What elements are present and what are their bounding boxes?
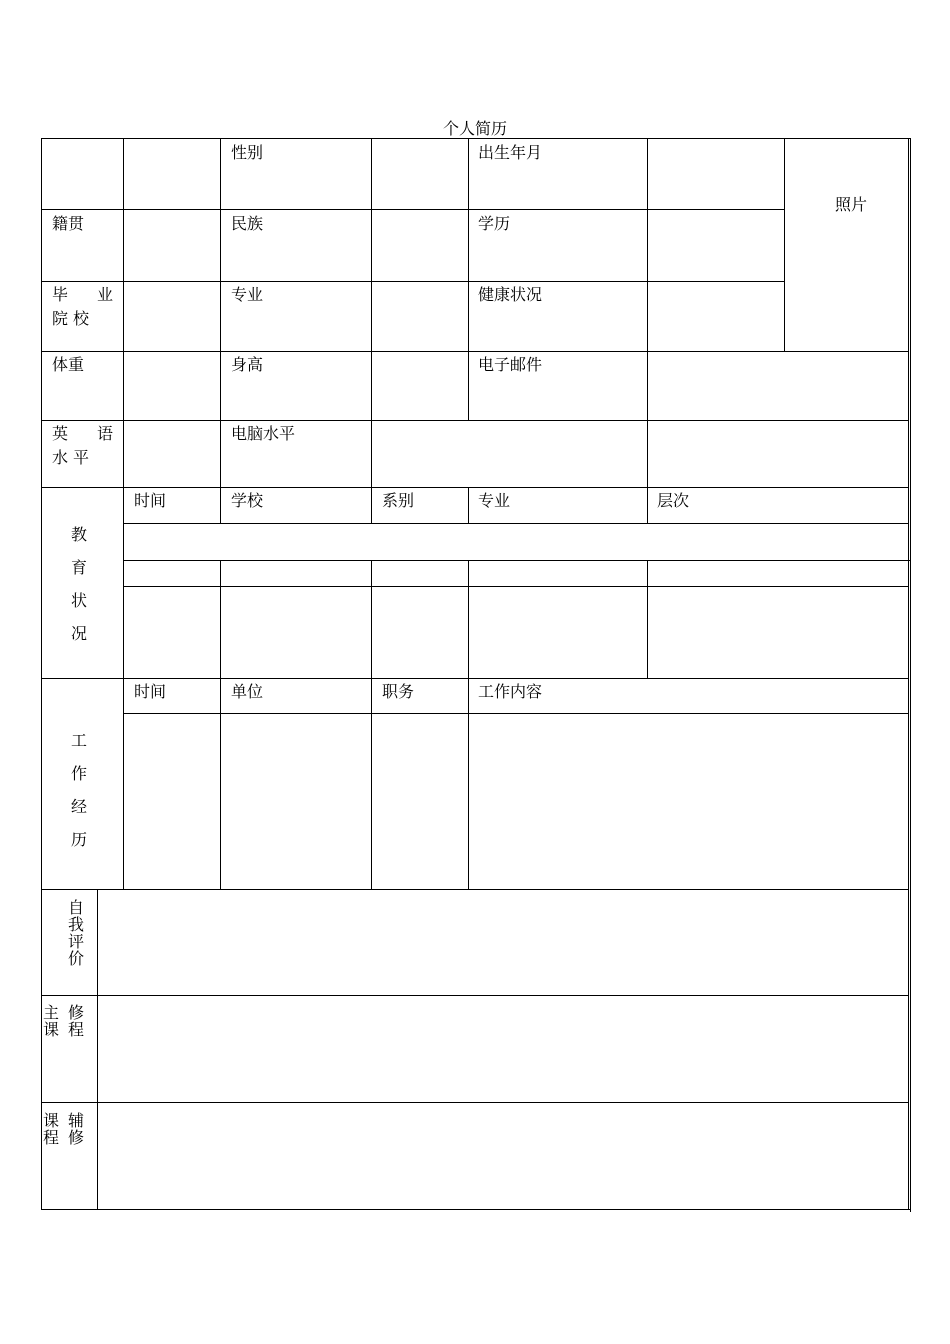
work-line-371 bbox=[371, 678, 372, 889]
work-section-label: 工 作 经 历 bbox=[70, 731, 87, 849]
edu-line-647a bbox=[647, 487, 648, 523]
main-course-label-col1: 主 课 bbox=[43, 1003, 60, 1039]
edu-line-371a bbox=[371, 487, 372, 523]
line-self-end bbox=[41, 995, 908, 996]
aux-course-label-col2: 辅 修 bbox=[68, 1111, 85, 1147]
photo-placeholder: 照片 bbox=[835, 195, 868, 214]
table-border-left bbox=[41, 138, 42, 1210]
label-height: 身高 bbox=[231, 355, 264, 374]
line-edu-head bbox=[123, 523, 908, 524]
col-line-647 bbox=[647, 138, 648, 487]
line-work-head bbox=[123, 713, 908, 714]
line-top bbox=[41, 138, 910, 139]
line-work-end bbox=[41, 889, 908, 890]
edu-header-time: 时间 bbox=[134, 491, 167, 510]
work-header-time: 时间 bbox=[134, 682, 167, 701]
edu-line-220b bbox=[220, 560, 221, 678]
col-line-468 bbox=[468, 138, 469, 420]
edu-header-level: 层次 bbox=[657, 491, 690, 510]
label-health: 健康状况 bbox=[478, 285, 543, 304]
col-line-784 bbox=[784, 138, 785, 351]
self-eval-label: 自 我 评 价 bbox=[67, 898, 84, 968]
table-border-right bbox=[908, 138, 909, 1210]
line-r3 bbox=[41, 351, 908, 352]
label-birth-date: 出生年月 bbox=[478, 143, 543, 162]
label-english-level: 英 语 水平 bbox=[52, 424, 118, 467]
line-r1 bbox=[41, 209, 784, 210]
table-border-right-outer bbox=[910, 138, 911, 1212]
label-major: 专业 bbox=[231, 285, 264, 304]
line-r2 bbox=[41, 281, 784, 282]
edu-line-371b bbox=[371, 560, 372, 678]
work-line-220 bbox=[220, 678, 221, 889]
edu-header-major: 专业 bbox=[478, 491, 511, 510]
col-line-220 bbox=[220, 138, 221, 487]
aux-course-label-col1: 课 程 bbox=[43, 1111, 60, 1147]
page-title: 个人简历 bbox=[442, 119, 507, 138]
line-edu-a bbox=[123, 560, 910, 561]
label-graduate-school: 毕 业 院校 bbox=[52, 285, 118, 328]
edu-line-220a bbox=[220, 487, 221, 523]
label-gender: 性别 bbox=[231, 143, 264, 162]
work-line-123 bbox=[123, 678, 124, 889]
line-edu-end bbox=[41, 678, 908, 679]
label-ethnicity: 民族 bbox=[231, 214, 264, 233]
work-header-position: 职务 bbox=[382, 682, 415, 701]
line-r5 bbox=[41, 487, 908, 488]
line-main-end bbox=[41, 1102, 908, 1103]
work-header-content: 工作内容 bbox=[478, 682, 543, 701]
col-line-371 bbox=[371, 138, 372, 487]
label-computer-level: 电脑水平 bbox=[231, 424, 296, 443]
line-edu-b bbox=[123, 586, 908, 587]
edu-line-468b bbox=[468, 560, 469, 678]
edu-line-468a bbox=[468, 487, 469, 523]
edu-line-647b bbox=[647, 560, 648, 678]
label-native-place: 籍贯 bbox=[52, 214, 85, 233]
work-line-468 bbox=[468, 678, 469, 889]
main-course-label-col2: 修 程 bbox=[68, 1003, 85, 1039]
label-weight: 体重 bbox=[52, 355, 85, 374]
line-bottom bbox=[41, 1209, 910, 1210]
lower-line-97 bbox=[97, 889, 98, 1209]
line-r4 bbox=[41, 420, 908, 421]
label-email: 电子邮件 bbox=[478, 355, 543, 374]
edu-line-123 bbox=[123, 487, 124, 678]
work-header-employer: 单位 bbox=[231, 682, 264, 701]
col-line-123 bbox=[123, 138, 124, 487]
label-education-level: 学历 bbox=[478, 214, 511, 233]
edu-section-label: 教 育 状 况 bbox=[70, 525, 87, 643]
edu-header-school: 学校 bbox=[231, 491, 264, 510]
edu-header-department: 系别 bbox=[382, 491, 415, 510]
